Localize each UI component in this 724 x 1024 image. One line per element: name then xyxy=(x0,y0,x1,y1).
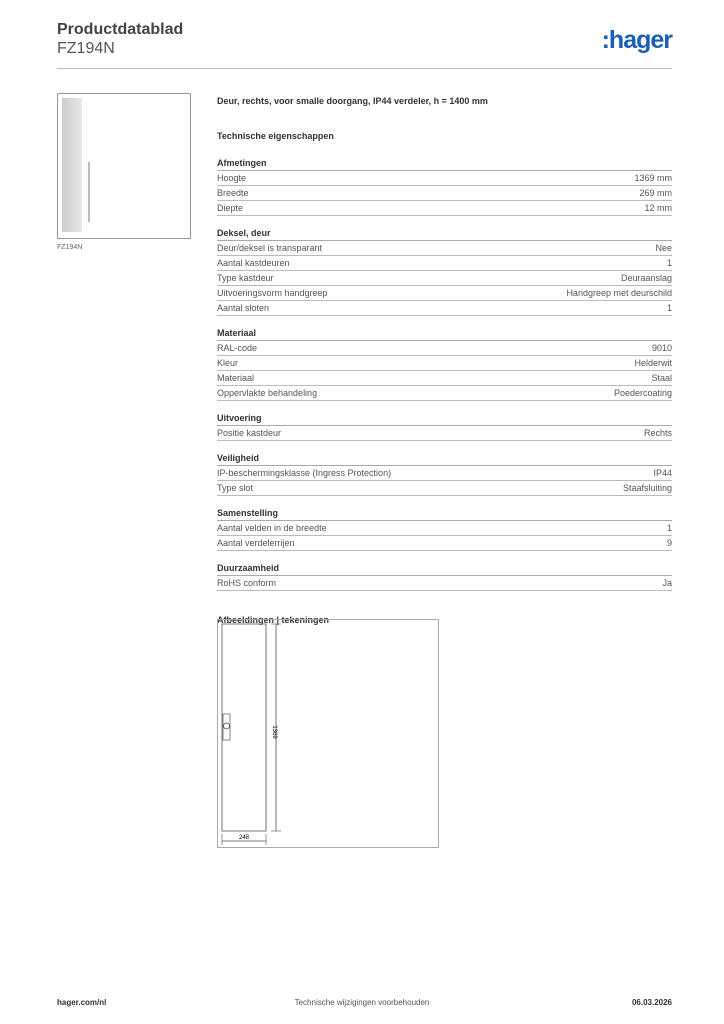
property-row xyxy=(217,356,672,371)
section-afmetingen xyxy=(217,156,672,216)
door-handle xyxy=(88,162,90,222)
property-value: Staafsluiting xyxy=(622,483,672,493)
property-value: 1 xyxy=(666,258,672,268)
images-heading: Afbeeldingen | tekeningen xyxy=(217,615,330,625)
property-value: IP44 xyxy=(653,468,672,478)
section-deksel-deur xyxy=(217,226,672,316)
property-label: Oppervlakte behandeling xyxy=(217,388,318,398)
property-label: Hoogte xyxy=(217,173,247,183)
property-value: 1 xyxy=(666,303,672,313)
property-value: 1 xyxy=(666,523,672,533)
property-row xyxy=(217,186,672,201)
property-value: Poedercoating xyxy=(613,388,672,398)
property-row xyxy=(217,481,672,496)
property-row xyxy=(217,371,672,386)
property-label: IP-beschermingsklasse (Ingress Protection) xyxy=(217,468,392,478)
property-row xyxy=(217,536,672,551)
property-label: Kleur xyxy=(217,358,239,368)
property-row xyxy=(217,241,672,256)
property-label: RoHS conform xyxy=(217,578,277,588)
property-row xyxy=(217,576,672,591)
width-label: 248 xyxy=(238,835,250,841)
property-label: Deur/deksel is transparant xyxy=(217,243,323,253)
section-title: Materiaal xyxy=(217,326,672,341)
property-value: 9 xyxy=(666,538,672,548)
property-label: Aantal verdelerrijen xyxy=(217,538,295,548)
section-title: Deksel, deur xyxy=(217,226,672,241)
page-title: Productdatablad xyxy=(57,21,184,38)
section-uitvoering xyxy=(217,411,672,441)
property-label: Type kastdeur xyxy=(217,273,274,283)
footer-date: 06.03.2026 xyxy=(631,998,672,1007)
property-row xyxy=(217,301,672,316)
property-row xyxy=(217,466,672,481)
section-title: Samenstelling xyxy=(217,506,672,521)
property-row xyxy=(217,271,672,286)
drawing-svg xyxy=(218,620,440,849)
section-title: Afmetingen xyxy=(217,156,672,171)
section-materiaal xyxy=(217,326,672,401)
property-value: 12 mm xyxy=(644,203,672,213)
property-label: RAL-code xyxy=(217,343,258,353)
technical-drawing xyxy=(217,619,439,848)
tech-heading: Technische eigenschappen xyxy=(217,131,334,141)
product-image xyxy=(57,93,191,239)
product-image-caption: FZ194N xyxy=(57,244,83,251)
footer-website: hager.com/nl xyxy=(57,998,107,1007)
property-row xyxy=(217,341,672,356)
section-title: Duurzaamheid xyxy=(217,561,672,576)
hager-logo: :hager xyxy=(601,26,672,54)
property-row xyxy=(217,171,672,186)
property-value: 1369 mm xyxy=(634,173,672,183)
product-description: Deur, rechts, voor smalle doorgang, IP44 verdeler, h = 1400 mm xyxy=(217,96,488,106)
property-label: Materiaal xyxy=(217,373,255,383)
property-label: Uitvoeringsvorm handgreep xyxy=(217,288,328,298)
property-value: Ja xyxy=(662,578,672,588)
footer-disclaimer: Technische wijzigingen voorbehouden xyxy=(294,998,430,1007)
property-row xyxy=(217,286,672,301)
height-label: 1369 xyxy=(271,725,277,739)
section-duurzaamheid xyxy=(217,561,672,591)
property-label: Positie kastdeur xyxy=(217,428,282,438)
property-row xyxy=(217,386,672,401)
property-row xyxy=(217,426,672,441)
property-label: Breedte xyxy=(217,188,249,198)
product-code: FZ194N xyxy=(57,40,115,57)
property-value: Staal xyxy=(651,373,672,383)
property-label: Type slot xyxy=(217,483,254,493)
property-value: Handgreep met deurschild xyxy=(566,288,672,298)
section-title: Uitvoering xyxy=(217,411,672,426)
property-value: Rechts xyxy=(643,428,672,438)
header-divider xyxy=(57,68,672,69)
section-veiligheid xyxy=(217,451,672,496)
door-shape xyxy=(62,98,82,232)
property-label: Diepte xyxy=(217,203,244,213)
property-row xyxy=(217,201,672,216)
properties xyxy=(217,96,672,629)
property-value: 9010 xyxy=(651,343,672,353)
section-samenstelling xyxy=(217,506,672,551)
property-row xyxy=(217,521,672,536)
property-value: Nee xyxy=(655,243,672,253)
property-value: Deuraanslag xyxy=(620,273,672,283)
section-title: Veiligheid xyxy=(217,451,672,466)
property-label: Aantal kastdeuren xyxy=(217,258,290,268)
property-value: Helderwit xyxy=(634,358,672,368)
property-label: Aantal velden in de breedte xyxy=(217,523,327,533)
property-label: Aantal sloten xyxy=(217,303,270,313)
property-row xyxy=(217,256,672,271)
property-value: 269 mm xyxy=(639,188,672,198)
